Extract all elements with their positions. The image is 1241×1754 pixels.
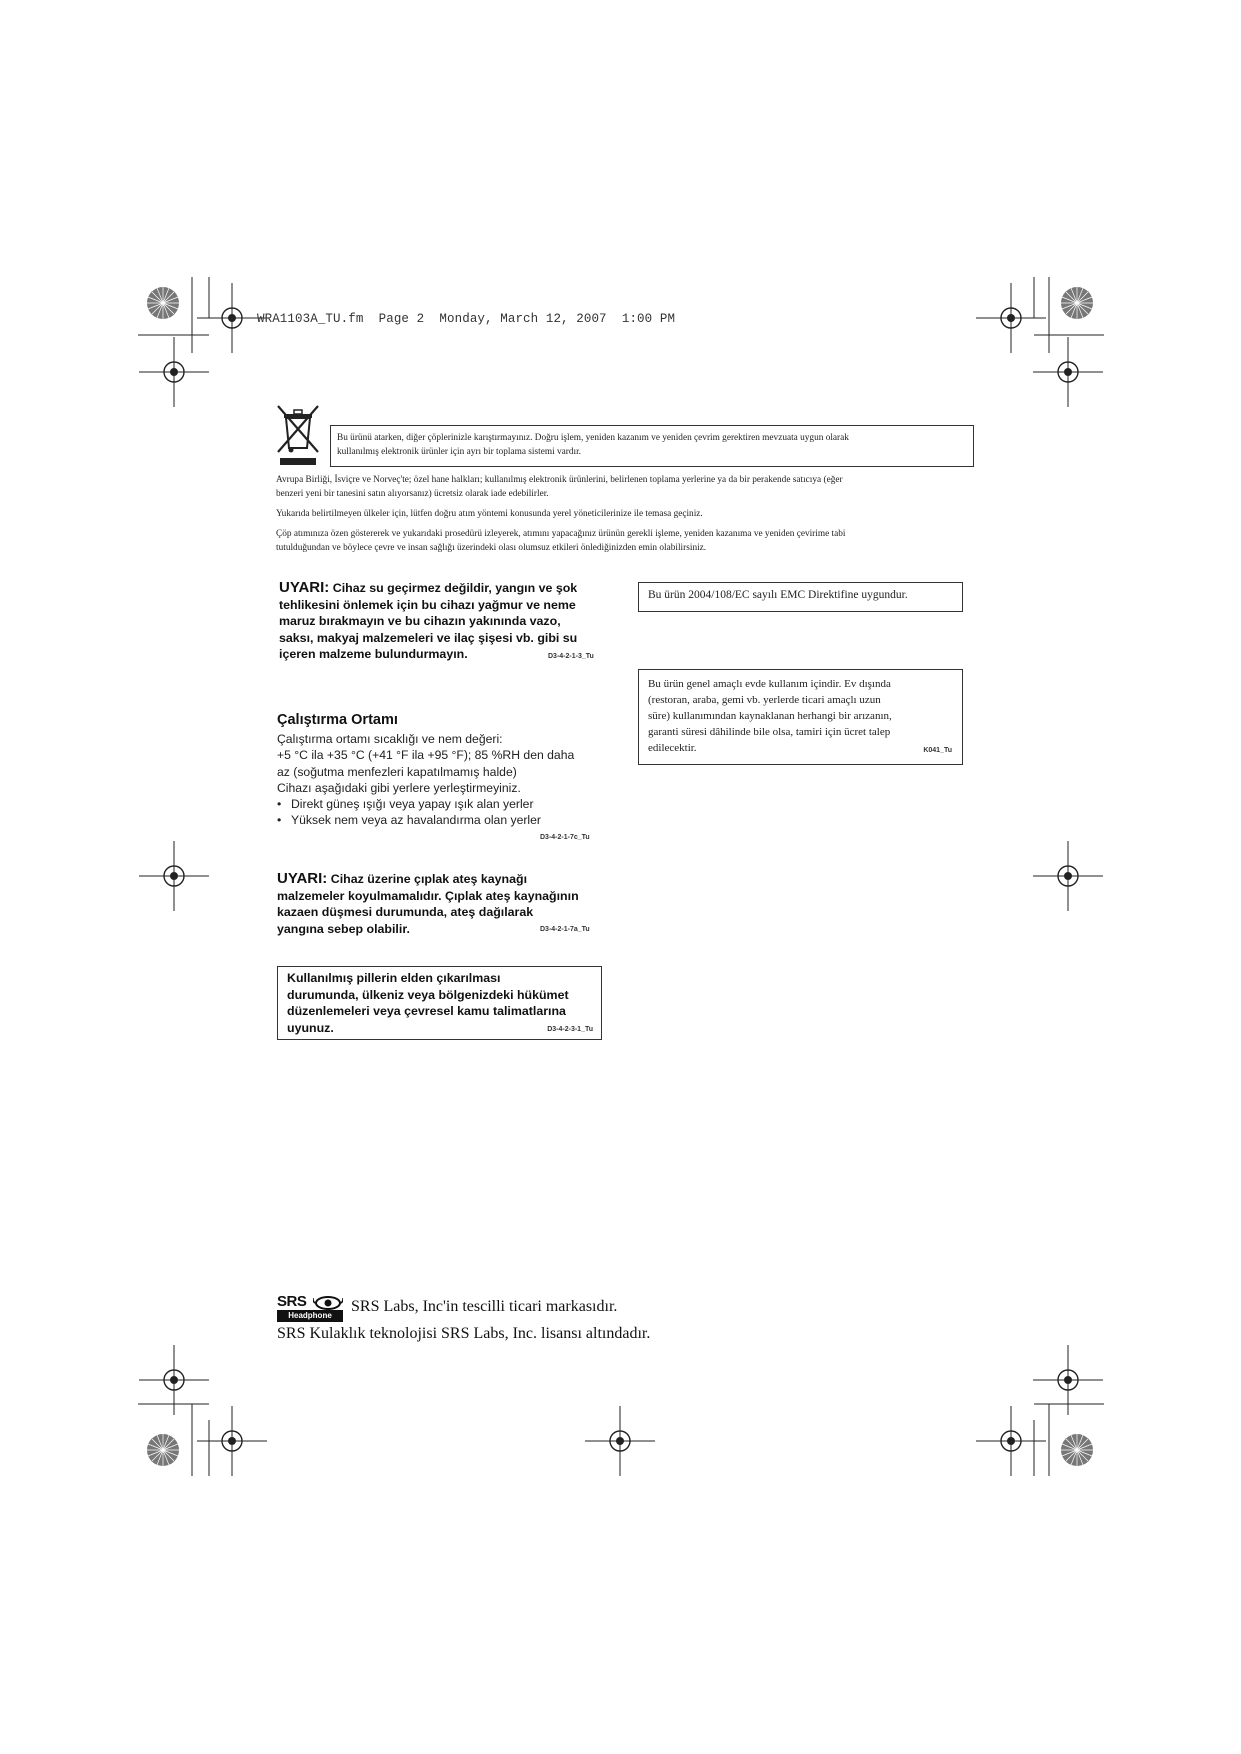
operating-env-body <box>277 731 574 829</box>
warning-line: saksı, makyaj malzemeleri ve ilaç şişesi vb. gibi su <box>279 630 578 645</box>
warning-line: kazaen düşmesi durumunda, ateş dağılarak <box>277 905 534 920</box>
srs-logo-subtext: Headphone <box>277 1310 343 1322</box>
srs-circle-icon <box>313 1296 343 1310</box>
operating-env-line: az (soğutma menfezleri kapatılmamış halde) <box>277 764 517 779</box>
crossed-out-bin-icon <box>276 404 320 466</box>
home-use-line: Bu ürün genel amaçlı evde kullanım içindir. Ev dışında <box>648 678 891 690</box>
warning-label: UYARI: <box>277 870 328 887</box>
operating-env-bullet: • Yüksek nem veya az havalandırma olan yerler <box>277 813 541 828</box>
srs-headphone-logo <box>277 1293 343 1322</box>
operating-env-line: +5 °C ila +35 °C (+41 °F ila +95 °F); 85 %RH den daha <box>277 748 575 763</box>
warning-fire-code: D3-4-2-1-7a_Tu <box>540 926 590 933</box>
weee-paragraph-line: benzeri yeni bir tanesini satın alıyorsanız) ücretsiz olarak iade edebilirler. <box>276 489 549 499</box>
weee-boxed-line: Bu ürünü atarken, diğer çöplerinizle karıştırmayınız. Doğru işlem, yeniden kazanım ve yeniden çevrim gerektiren mevzuata uygun olarak <box>337 433 849 443</box>
battery-disposal-box <box>277 966 602 1040</box>
warning-line: tehlikesini önlemek için bu cihazı yağmur ve neme <box>279 597 576 612</box>
operating-env-code: D3-4-2-1-7c_Tu <box>540 834 590 841</box>
operating-env-line: Cihazı aşağıdaki gibi yerlere yerleştirmeyiniz. <box>277 780 521 795</box>
srs-logo-text: SRS <box>277 1293 307 1310</box>
home-use-box <box>638 669 963 765</box>
warning-line: maruz bırakmayın ve bu cihazın yakınında vazo, <box>279 614 561 629</box>
home-use-line: süre) kullanımından kaynaklanan herhangi bir arızanın, <box>648 710 892 722</box>
home-use-line: (restoran, araba, gemi vb. yerlerde ticari amaçlı uzun <box>648 694 881 706</box>
weee-boxed-line: kullanılmış elektronik ürünler için ayrı bir toplama sistemi vardır. <box>337 447 581 457</box>
home-use-line: garanti süresi dâhilinde bile olsa, tamiri için ücret talep <box>648 726 891 738</box>
weee-paragraphs <box>276 473 845 555</box>
weee-paragraph-line: tutulduğundan ve böylece çevre ve insan sağlığı üzerindeki olası olumsuz etkileri önlediğinizden emin olabilirsiniz. <box>276 543 707 553</box>
home-use-line: edilecektir. <box>648 742 697 754</box>
battery-line: durumunda, ülkeniz veya bölgenizdeki hükümet <box>287 987 569 1002</box>
warning-line: içeren malzeme bulundurmayın. <box>279 647 468 662</box>
operating-env-title: Çalıştırma Ortamı <box>277 712 398 728</box>
weee-paragraph-line: Çöp atımınıza özen göstererek ve yukarıdaki prosedürü izleyerek, atımını yapacağınız ürünün gerekli işleme, yeniden kazanıma ve yeniden çevirime tabi <box>276 529 846 539</box>
warning-water-code: D3-4-2-1-3_Tu <box>548 653 594 660</box>
emc-box <box>638 582 963 612</box>
srs-trademark-line: SRS Labs, Inc'in tescilli ticari markasıdır. <box>351 1298 618 1315</box>
weee-notice-box <box>330 425 974 467</box>
warning-line: malzemeler koyulmamalıdır. Çıplak ateş kaynağının <box>277 888 579 903</box>
home-use-code: K041_Tu <box>923 747 952 754</box>
warning-line: Cihaz su geçirmez değildir, yangın ve şok <box>329 581 578 595</box>
warning-label: UYARI: <box>279 579 330 596</box>
warning-water-block <box>279 580 609 663</box>
battery-code: D3-4-2-3-1_Tu <box>547 1026 593 1033</box>
print-header: WRA1103A_TU.fm Page 2 Monday, March 12, 2007 1:00 PM <box>257 312 676 326</box>
warning-line: Cihaz üzerine çıplak ateş kaynağı <box>327 872 528 886</box>
battery-line: uyunuz. <box>287 1020 334 1035</box>
operating-env-bullet: • Direkt güneş ışığı veya yapay ışık alan yerler <box>277 797 534 812</box>
operating-env-line: Çalıştırma ortamı sıcaklığı ve nem değeri: <box>277 732 503 746</box>
warning-line: yangına sebep olabilir. <box>277 921 410 936</box>
battery-line: düzenlemeleri veya çevresel kamu talimatlarına <box>287 1004 566 1019</box>
emc-text: Bu ürün 2004/108/EC sayılı EMC Direktifine uygundur. <box>648 589 908 601</box>
weee-paragraph-line: Yukarıda belirtilmeyen ülkeler için, lütfen doğru atım yöntemi konusunda yerel yöneticilerinize ile temasa geçiniz. <box>276 509 703 519</box>
battery-line: Kullanılmış pillerin elden çıkarılması <box>287 971 501 985</box>
weee-paragraph-line: Avrupa Birliği, İsviçre ve Norveç'te; özel hane halkları; kullanılmış elektronik ürünlerini, belirlenen toplama yerlerine ya da bir perakende satıcıya (eğer <box>276 475 843 485</box>
srs-license-line: SRS Kulaklık teknolojisi SRS Labs, Inc. lisansı altındadır. <box>277 1325 651 1342</box>
